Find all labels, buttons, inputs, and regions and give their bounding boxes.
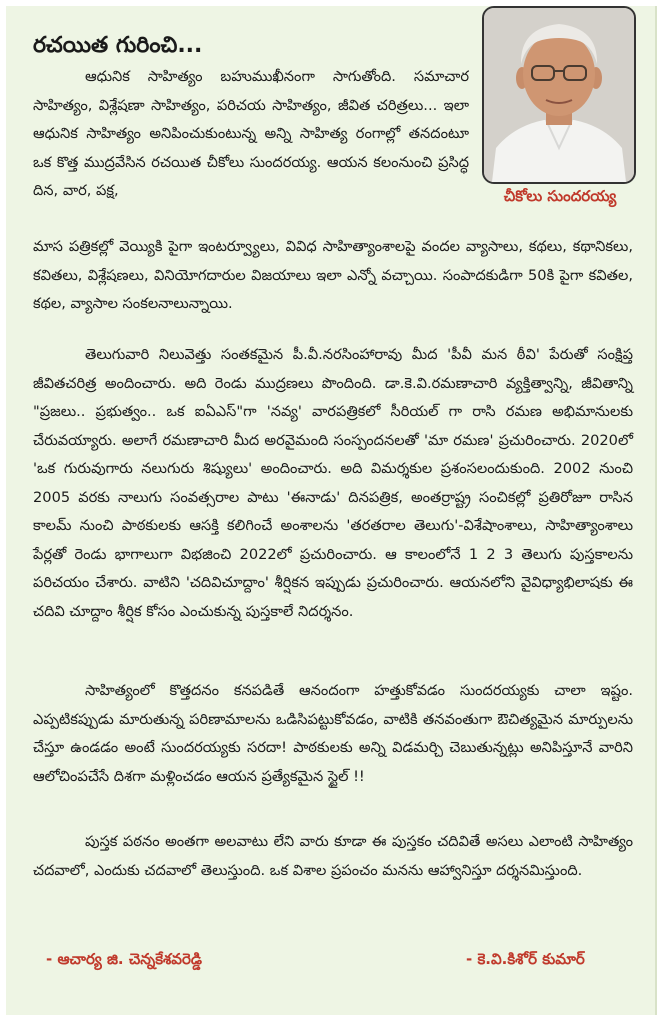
author-photo [482, 6, 636, 184]
intro-paragraph-bottom: మాస పత్రికల్లో వెయ్యికి పైగా ఇంటర్వ్యూలు, వివిధ సాహిత్యాంశాలపై వందల వ్యాసాలు, కథలు, కథానికలు, కవితలు, విశ్లేషణలు, వినియోగదారుల విజయాలు ఇలా ఎన్నో వచ్చాయి. సంపాదకుడిగా 50కి పైగా కవితల, కథల, వ్యాసాల సంకలనాలున్నాయి. [33, 238, 633, 312]
intro-paragraph-top: ఆధునిక సాహిత్యం బహుముఖీనంగా సాగుతోంది. సమాచార సాహిత్యం, విశ్లేషణా సాహిత్యం, పరిచయ సాహిత్యం, జీవిత చరిత్రలు... ఇలా ఆధునిక సాహిత్యం అనిపించుకుంటున్న అన్ని సాహిత్య రంగాల్లో తనదంటూ ఒక కొత్త ముద్రవేసిన రచయిత చీకోలు సుందరయ్య. ఆయన కలంనుంచి ప్రసిద్ధ దిన, వార, పక్ష, [33, 68, 469, 199]
works-paragraph: తెలుగువారి నిలువెత్తు సంతకమైన పీ.వీ.నరసింహారావు మీద 'పీవీ మన ఠీవి' పేరుతో సంక్షిప్త జీవితచరిత్ర అందించారు. అది రెండు ముద్రణలు పొందింది. డా.కె.వి.రమణాచారి వ్యక్తిత్వాన్ని, జీవితాన్ని "ప్రజలు.. ప్రభుత్వం.. ఒక ఐఏఎస్"గా 'నవ్య' వారపత్రికలో సీరియల్ గా రాసి రమణ అభిమానులకు చేరువయ్యారు. అలాగే రమణాచారి మీద అరవైమంది సంస్పందనలతో 'మా రమణ' ప్రచురించారు. 2020లో 'ఒక గురువుగారు నలుగురు శిష్యులు' అందించారు. అది విమర్శకుల ప్రశంసలందుకుంది. 2002 నుంచి 2005 వరకు నాలుగు సంవత్సరాల పాటు 'ఈనాడు' దినపత్రిక, అంతర్రాష్ట్ర సంచికల్లో ప్రతిరోజూ రాసిన కాలమ్ నుంచి పాఠకులకు ఆసక్తి కలిగించే అంశాలను 'తరతరాల తెలుగు'-విశేషాంశాలు, సాహిత్యాంశాలు పేర్లతో రెండు భాగాలుగా విభజించి 2022లో ప్రచురించారు. ఆ కాలంలోనే 1 2 3 తెలుగు పుస్తకాలను పరిచయం చేశారు. వాటిని 'చదివిచూద్దాం' శీర్షికన ఇప్పుడు ప్రచురించారు. ఆయనలోని వైవిధ్యాభిలాషకు ఈ చదివి చూద్దాం శీర్షిక కోసం ఎంచుకున్న పుస్తకాలే నిదర్శనం. [33, 346, 633, 620]
signature-left: - ఆచార్య జి. చెన్నకేశవరెడ్డి [46, 950, 202, 968]
author-portrait-image [484, 8, 634, 182]
about-author-heading: రచయిత గురించి... [33, 33, 203, 58]
signature-right: - కె.వి.కిశోర్ కుమార్ [466, 950, 585, 968]
style-paragraph: సాహిత్యంలో కొత్తదనం కనపడితే ఆనందంగా హత్తుకోవడం సుందరయ్యకు చాలా ఇష్టం. ఎప్పటికప్పుడు మారుతున్న పరిణామాలను ఒడిసిపట్టుకోవడం, వాటికి తనవంతుగా ఔచిత్యమైన మార్పులను చేస్తూ ఉండడం అంటే సుందరయ్యకు సరదా! పాఠకులకు అన్ని విడమర్చి చెబుతున్నట్లు అనిపిస్తూనే వారిని ఆలోచింపచేసే దిశగా మళ్లించడం ఆయన ప్రత్యేకమైన స్టైల్ !! [33, 682, 633, 785]
author-photo-caption: చీకోలు సుందరయ్య [503, 187, 617, 205]
closing-paragraph: పుస్తక పఠనం అంతగా అలవాటు లేని వారు కూడా ఈ పుస్తకం చదివితే అసలు ఎలాంటి సాహిత్యం చదవాలో, ఎందుకు చదవాలో తెలుస్తుంది. ఒక విశాల ప్రపంచం మనను ఆహ్వానిస్తూ దర్శనమిస్తుంది. [33, 833, 633, 879]
